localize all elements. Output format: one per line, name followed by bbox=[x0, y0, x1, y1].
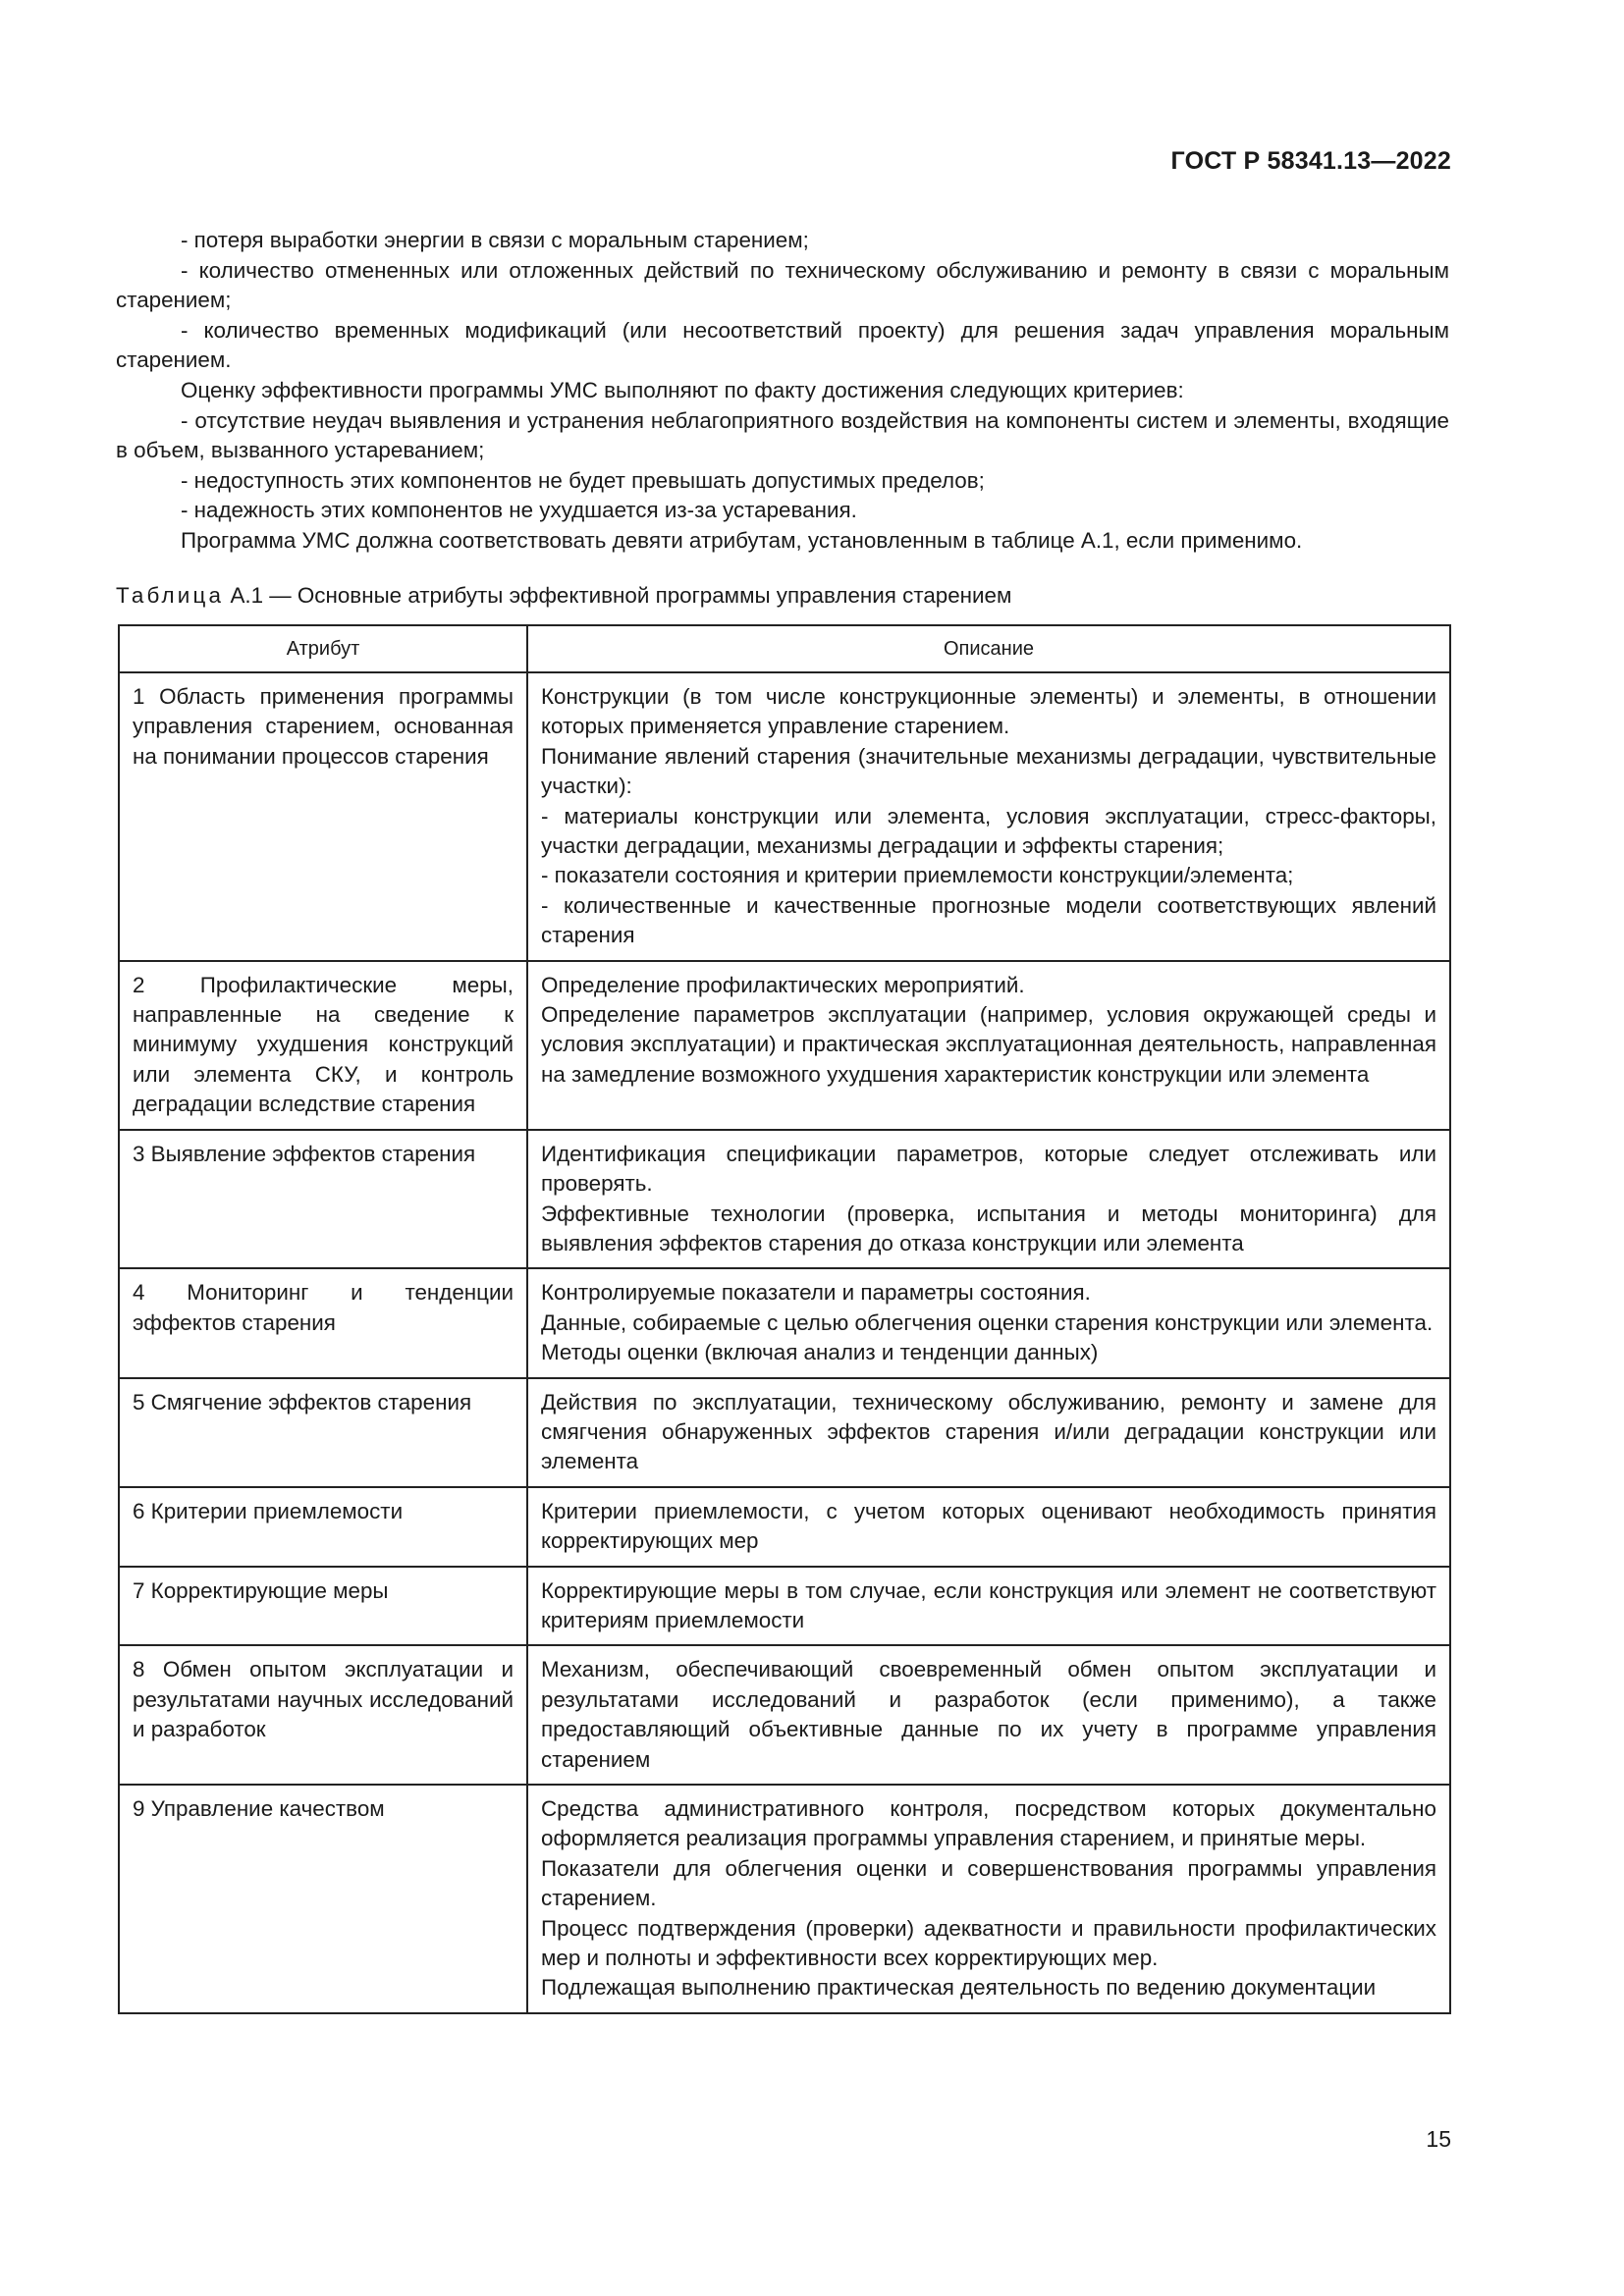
intro-paragraph: - надежность этих компонентов не ухудшается из-за устаревания. bbox=[181, 498, 857, 523]
description-line: - показатели состояния и критерии приемлемости конструкции/элемента; bbox=[541, 863, 1294, 888]
description-line: Процесс подтверждения (проверки) адекватности и правильности профилактических мер и полноты и эффективности всех корректирующих мер. bbox=[541, 1915, 1436, 1971]
table-row bbox=[119, 1268, 1450, 1377]
description-cell bbox=[527, 1645, 1450, 1785]
table-row bbox=[119, 961, 1450, 1130]
column-header-description: Описание bbox=[527, 625, 1450, 672]
description-line: Идентификация спецификации параметров, которые следует отслеживать или проверять. bbox=[541, 1141, 1436, 1197]
table-body bbox=[119, 672, 1450, 2013]
description-cell bbox=[527, 1567, 1450, 1646]
attribute-cell: 7 Корректирующие меры bbox=[119, 1567, 527, 1646]
description-cell bbox=[527, 1378, 1450, 1487]
table-row bbox=[119, 1567, 1450, 1646]
description-line: Критерии приемлемости, с учетом которых оценивают необходимость принятия корректирующих мер bbox=[541, 1498, 1436, 1554]
table-caption bbox=[116, 581, 1011, 611]
description-line: Конструкции (в том числе конструкционные элементы) и элементы, в отношении которых применяется управление старением. bbox=[541, 684, 1436, 739]
column-header-attribute: Атрибут bbox=[119, 625, 527, 672]
table-row bbox=[119, 1487, 1450, 1567]
description-cell bbox=[527, 961, 1450, 1130]
intro-paragraph: Оценку эффективности программы УМС выполняют по факту достижения следующих критериев: bbox=[181, 377, 1184, 402]
attribute-cell: 6 Критерии приемлемости bbox=[119, 1487, 527, 1567]
description-line: Механизм, обеспечивающий своевременный обмен опытом эксплуатации и результатами исследований и разработок (если применимо), а также предоставляющий объективные данные по их учету в программе управления старением bbox=[541, 1657, 1436, 1772]
table-row bbox=[119, 672, 1450, 961]
table-header-row bbox=[119, 625, 1450, 672]
table-row bbox=[119, 1785, 1450, 2013]
description-line: Подлежащая выполнению практическая деятельность по ведению документации bbox=[541, 1975, 1377, 2001]
description-cell bbox=[527, 1268, 1450, 1377]
table-row bbox=[119, 1130, 1450, 1269]
description-cell bbox=[527, 1130, 1450, 1269]
attribute-cell: 9 Управление качеством bbox=[119, 1785, 527, 2013]
table-row bbox=[119, 1645, 1450, 1785]
description-cell bbox=[527, 1785, 1450, 2013]
description-line: - количественные и качественные прогнозные модели соответствующих явлений старения bbox=[541, 892, 1436, 948]
description-cell bbox=[527, 672, 1450, 961]
attribute-cell: 8 Обмен опытом эксплуатации и результатами научных исследований и разработок bbox=[119, 1645, 527, 1785]
attribute-cell: 4 Мониторинг и тенденции эффектов старения bbox=[119, 1268, 527, 1377]
description-line: Средства административного контроля, посредством которых документально оформляется реализация программы управления старением, и принятые меры. bbox=[541, 1796, 1436, 1851]
intro-paragraph: - отсутствие неудач выявления и устранения неблагоприятного воздействия на компоненты систем и элементы, входящие в объем, вызванного устареванием; bbox=[116, 407, 1449, 463]
description-line: Данные, собираемые с целью облегчения оценки старения конструкции или элемента. bbox=[541, 1309, 1434, 1335]
description-line: Определение профилактических мероприятий. bbox=[541, 972, 1025, 997]
intro-paragraph: Программа УМС должна соответствовать девяти атрибутам, установленным в таблице А.1, если применимо. bbox=[181, 527, 1303, 553]
attributes-table bbox=[118, 624, 1451, 2014]
description-line: Понимание явлений старения (значительные механизмы деградации, чувствительные участки): bbox=[541, 743, 1436, 799]
description-line: Контролируемые показатели и параметры состояния. bbox=[541, 1280, 1091, 1306]
attribute-cell: 3 Выявление эффектов старения bbox=[119, 1130, 527, 1269]
table-caption-text: А.1 — Основные атрибуты эффективной программы управления старением bbox=[230, 583, 1012, 608]
description-line: Действия по эксплуатации, техническому обслуживанию, ремонту и замене для смягчения обнаруженных эффектов старения и/или деградации конструкции или элемента bbox=[541, 1389, 1436, 1474]
description-line: Определение параметров эксплуатации (например, условия окружающей среды и условия эксплуатации) и практическая эксплуатационная деятельность, направленная на замедление возможного ухудшения характеристик конструкции или элемента bbox=[541, 1002, 1436, 1087]
intro-paragraph: - потеря выработки энергии в связи с моральным старением; bbox=[181, 228, 809, 252]
attribute-cell: 5 Смягчение эффектов старения bbox=[119, 1378, 527, 1487]
description-line: Методы оценки (включая анализ и тенденции данных) bbox=[541, 1340, 1099, 1365]
document-code: ГОСТ Р 58341.13—2022 bbox=[1170, 147, 1451, 175]
description-cell bbox=[527, 1487, 1450, 1567]
page-number: 15 bbox=[1426, 2126, 1451, 2152]
description-line: Корректирующие меры в том случае, если конструкция или элемент не соответствуют критериям приемлемости bbox=[541, 1577, 1436, 1632]
description-line: - материалы конструкции или элемента, условия эксплуатации, стресс-факторы, участки деградации, механизмы деградации и эффекты старения; bbox=[541, 803, 1436, 859]
attribute-cell: 1 Область применения программы управления старением, основанная на понимании процессов старения bbox=[119, 672, 527, 961]
intro-paragraph: - недоступность этих компонентов не будет превышать допустимых пределов; bbox=[181, 467, 985, 493]
intro-paragraph: - количество временных модификаций (или несоответствий проекту) для решения задач управления моральным старением. bbox=[116, 317, 1449, 373]
description-line: Показатели для облегчения оценки и совершенствования программы управления старением. bbox=[541, 1855, 1436, 1911]
intro-paragraph: - количество отмененных или отложенных действий по техническому обслуживанию и ремонту в связи с моральным старением; bbox=[116, 257, 1449, 313]
intro-text bbox=[116, 226, 1449, 557]
description-line: Эффективные технологии (проверка, испытания и методы мониторинга) для выявления эффектов старения до отказа конструкции или элемента bbox=[541, 1201, 1436, 1255]
table-row bbox=[119, 1378, 1450, 1487]
table-caption-label: Таблица bbox=[116, 583, 225, 608]
attribute-cell: 2 Профилактические меры, направленные на сведение к минимуму ухудшения конструкций или элемента СКУ, и контроль деградации вследствие старения bbox=[119, 961, 527, 1130]
